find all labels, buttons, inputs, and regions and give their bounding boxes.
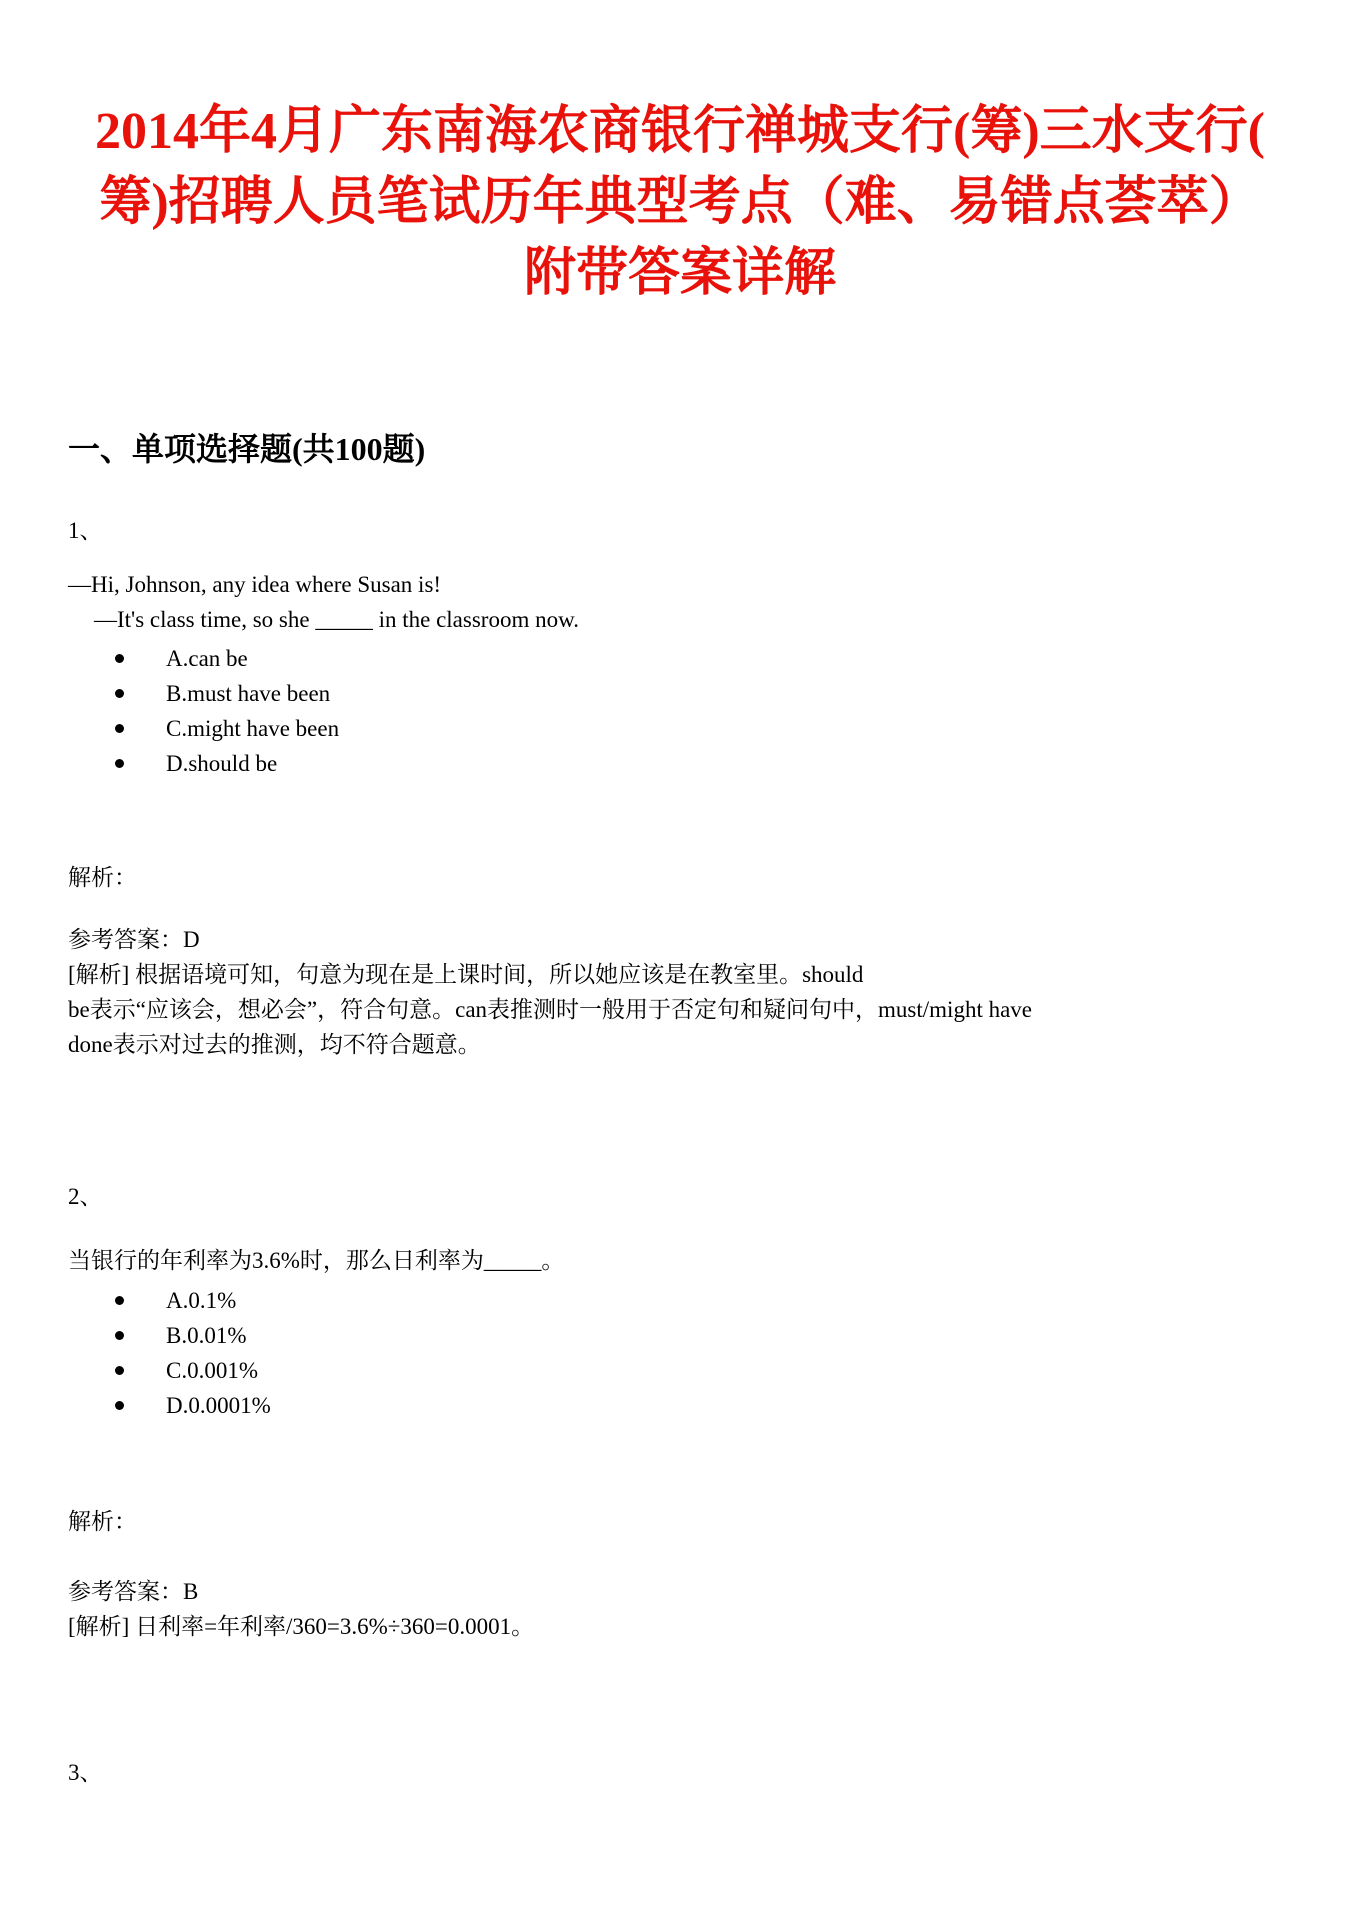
option-item-d — [68, 746, 1292, 781]
question-1-stem-line-2: —It's class time, so she _____ in the classroom now. — [94, 607, 579, 632]
bullet-icon — [115, 689, 124, 698]
question-3-number: 3、 — [68, 1760, 103, 1785]
title-line-3: 附带答案详解 — [523, 245, 836, 302]
answer-label: 参考答案： — [68, 1579, 183, 1604]
question-2-explanation — [68, 1609, 1292, 1644]
question-1-analysis-label: 解析： — [68, 865, 137, 890]
document-title — [0, 0, 1360, 309]
option-item-c — [68, 711, 1292, 746]
option-label: A.can be — [166, 646, 248, 671]
bullet-icon — [115, 1366, 124, 1375]
explanation-line-2: be表示“应该会，想必会”，符合句意。can表推测时一般用于否定句和疑问句中，must/might have — [68, 997, 1033, 1022]
option-label: C.might have been — [166, 716, 340, 741]
option-label: D.0.0001% — [166, 1393, 271, 1418]
explanation-line-3: done表示对过去的推测，均不符合题意。 — [68, 1032, 481, 1057]
bullet-icon — [115, 654, 124, 663]
explanation-line-1: [解析] 根据语境可知，句意为现在是上课时间，所以她应该是在教室里。should — [68, 962, 864, 987]
question-1-explanation — [68, 957, 1292, 1062]
question-1-stem-line-1: —Hi, Johnson, any idea where Susan is! — [68, 572, 442, 597]
title-line-2: 筹)招聘人员笔试历年典型考点（难、易错点荟萃） — [99, 174, 1261, 231]
question-1-answer — [68, 922, 1292, 957]
question-2-stem-line-1: 当银行的年利率为3.6%时，那么日利率为_____。 — [68, 1248, 565, 1273]
section-heading: 一、单项选择题(共100题) — [68, 431, 426, 467]
option-label: B.must have been — [166, 681, 331, 706]
option-item-b — [68, 676, 1292, 711]
question-2-number: 2、 — [68, 1184, 103, 1209]
document-body — [0, 427, 1360, 1788]
question-2-answer — [68, 1574, 1292, 1609]
bullet-icon — [115, 724, 124, 733]
bullet-icon — [115, 1401, 124, 1410]
option-label: D.should be — [166, 751, 278, 776]
option-item-a — [68, 641, 1292, 676]
bullet-icon — [115, 1331, 124, 1340]
question-1-number: 1、 — [68, 518, 103, 543]
question-2-analysis-label: 解析： — [68, 1509, 137, 1534]
explanation-line-1: [解析] 日利率=年利率/360=3.6%÷360=0.0001。 — [68, 1614, 535, 1639]
option-item-a — [68, 1283, 1292, 1318]
question-2-options — [68, 1283, 1292, 1423]
answer-label: 参考答案： — [68, 927, 183, 952]
option-item-b — [68, 1318, 1292, 1353]
option-label: A.0.1% — [166, 1288, 237, 1313]
bullet-icon — [115, 1296, 124, 1305]
question-1-options — [68, 641, 1292, 781]
title-line-1: 2014年4月广东南海农商银行禅城支行(筹)三水支行( — [95, 103, 1265, 160]
bullet-icon — [115, 759, 124, 768]
question-1-stem — [68, 567, 1292, 637]
option-label: B.0.01% — [166, 1323, 247, 1348]
option-label: C.0.001% — [166, 1358, 258, 1383]
answer-value: D — [183, 927, 200, 952]
answer-value: B — [183, 1579, 199, 1604]
option-item-d — [68, 1388, 1292, 1423]
option-item-c — [68, 1353, 1292, 1388]
question-2-stem — [68, 1243, 1292, 1278]
